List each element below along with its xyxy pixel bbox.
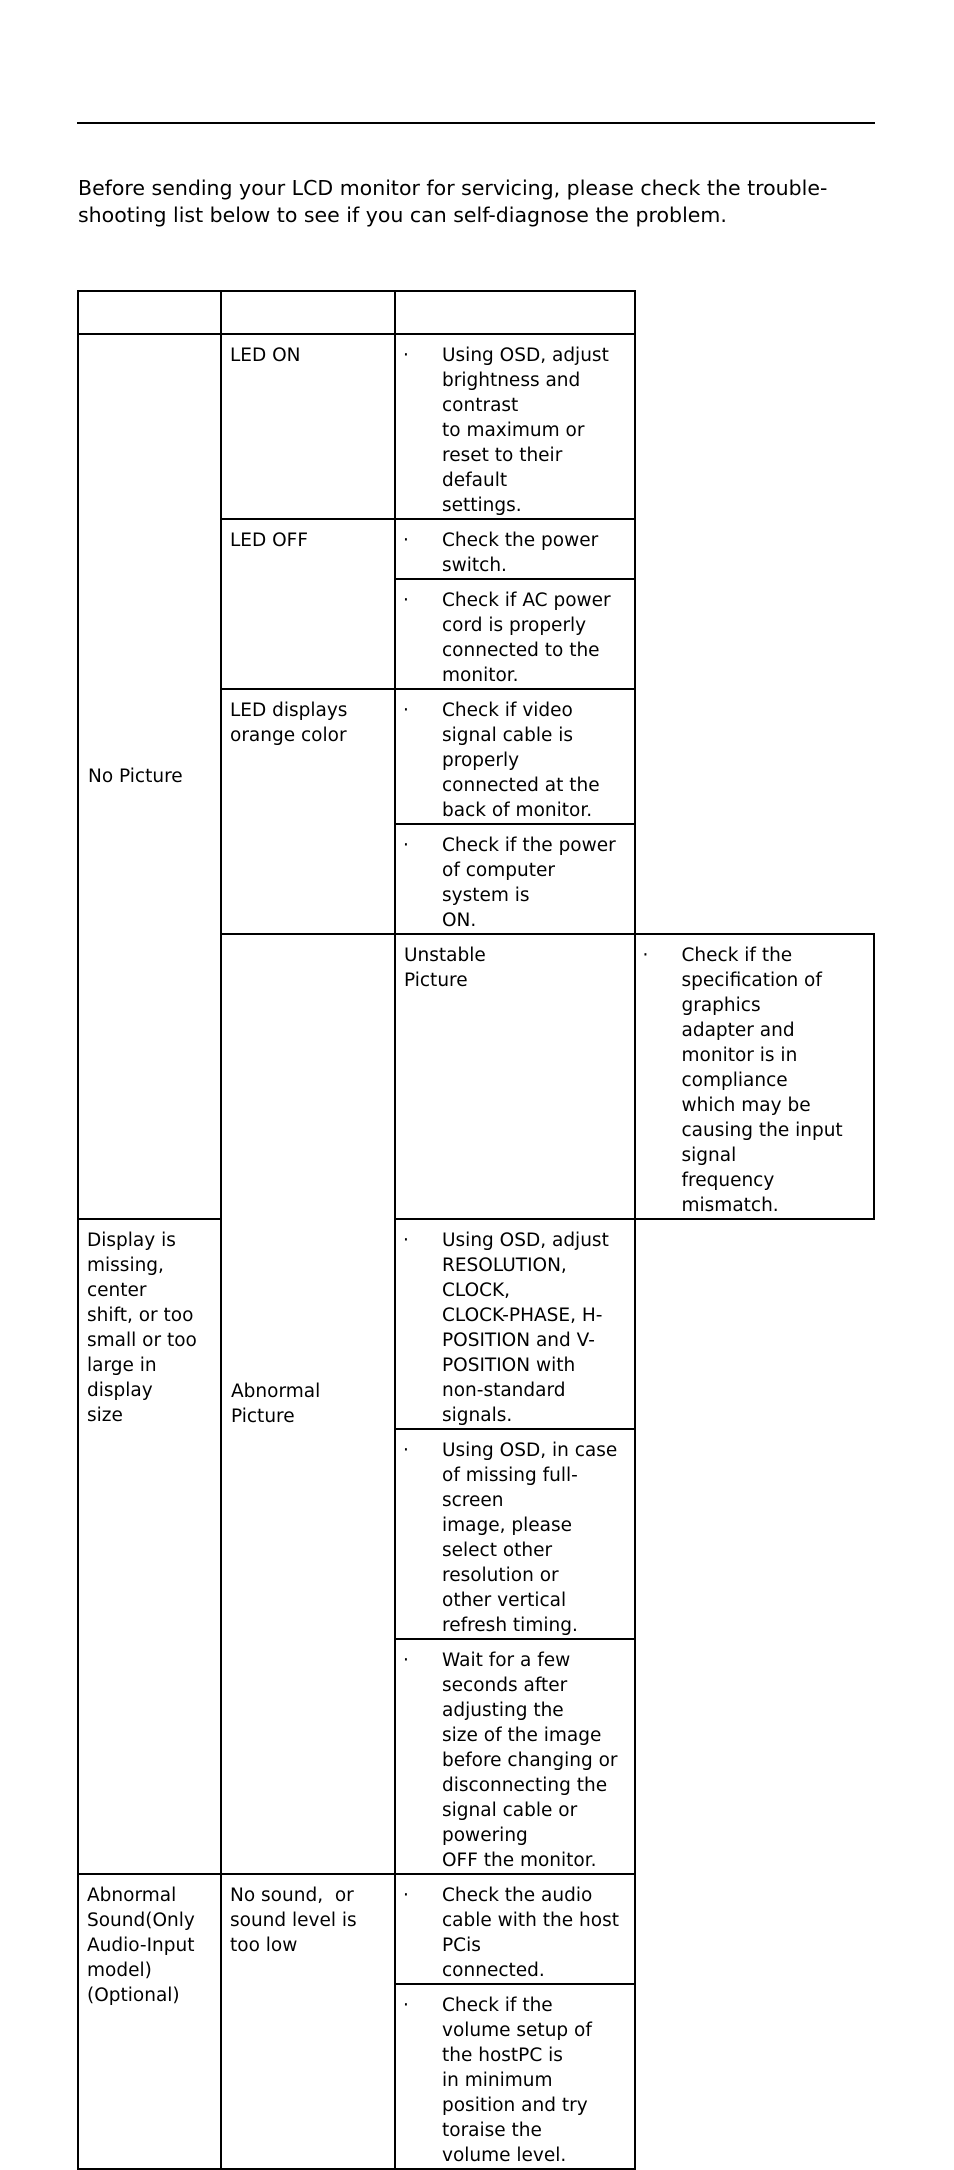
remedy-text: Using OSD, adjust RESOLUTION, CLOCK, CLOCK-PHASE, H-POSITION and V- POSITION with non-standard signals. [442, 1230, 609, 1426]
remedy-cell [395, 519, 635, 579]
remedy-cell [635, 934, 875, 1219]
top-rule [77, 122, 875, 124]
remedy-text: Check if the volume setup of the hostPC is in minimum position and try toraise the volume level. [442, 1995, 592, 2166]
remedy-cell [395, 1429, 635, 1639]
remedy-text: Check the power switch. [442, 530, 599, 576]
bullet: · [403, 345, 409, 366]
remedy-text: Check if AC power cord is properly connected to the monitor. [442, 590, 611, 686]
remedy-cell [395, 1874, 635, 1984]
condition-display-missing [78, 1219, 221, 1874]
bullet: · [403, 700, 409, 721]
bullet: · [403, 590, 409, 611]
remedy-cell [395, 1639, 635, 1874]
bullet: · [403, 1885, 409, 1906]
remedy-cell [395, 334, 635, 519]
remedy-cell [395, 1984, 635, 2169]
remedy-text: Check if the power of computer system is ON. [442, 835, 616, 931]
problem-abnormal-picture [221, 934, 395, 1874]
header-condition [221, 291, 395, 334]
table-row [78, 1219, 874, 1429]
bullet: · [403, 1650, 409, 1671]
bullet: · [642, 945, 649, 966]
condition-led-on [221, 334, 395, 519]
remedy-text: Using OSD, in case of missing full-screen image, please select other resolution or other vertical refresh timing. [442, 1440, 618, 1636]
condition-label: LED OFF [230, 530, 308, 551]
remedy-cell [395, 689, 635, 824]
remedy-cell [395, 824, 635, 934]
condition-label: Display is missing, center shift, or too small or too large in display size [87, 1230, 197, 1426]
condition-label: No sound, or sound level is too low [230, 1885, 357, 1956]
condition-label: LED displays orange color [230, 700, 348, 746]
bullet: · [403, 530, 409, 551]
condition-unstable [395, 934, 635, 1219]
condition-led-off [221, 519, 395, 689]
bullet: · [403, 1995, 409, 2016]
bullet: · [403, 835, 409, 856]
header-row [78, 291, 874, 334]
remedy-text: Wait for a few seconds after adjusting the size of the image before changing or disconnecting the signal cable or powering OFF the monitor. [442, 1650, 618, 1871]
condition-label: LED ON [230, 345, 301, 366]
remedy-cell [395, 1219, 635, 1429]
bullet: · [403, 1440, 409, 1461]
remedy-cell [395, 579, 635, 689]
remedy-text: Check if video signal cable is properly connected at the back of monitor. [442, 700, 600, 821]
troubleshooting-table [77, 290, 875, 2170]
problem-abnormal-sound [78, 1874, 221, 2169]
problem-no-picture [78, 334, 221, 1219]
intro-paragraph [78, 175, 878, 229]
problem-label: Abnormal Sound(Only Audio-Input model) (Optional) [87, 1885, 195, 2006]
header-problem [78, 291, 221, 334]
header-remedy [395, 291, 635, 334]
intro-line-1: Before sending your LCD monitor for servicing, please check the trouble- [78, 176, 828, 200]
table-row [78, 1874, 874, 1984]
condition-label: Unstable Picture [404, 945, 486, 991]
remedy-text: Check the audio cable with the host PCis connected. [442, 1885, 619, 1981]
intro-line-2: shooting list below to see if you can self-diagnose the problem. [78, 203, 727, 227]
problem-label: No Picture [88, 766, 183, 787]
condition-no-sound [221, 1874, 395, 2169]
bullet: · [403, 1230, 409, 1251]
table-row [78, 334, 874, 519]
problem-label: Abnormal Picture [231, 1381, 321, 1427]
remedy-text: Check if the specification of graphics adapter and monitor is in compliance which may be causing the input signal frequency mismatch. [681, 945, 843, 1216]
remedy-text: Using OSD, adjust brightness and contrast to maximum or reset to their default settings. [442, 345, 609, 516]
condition-led-orange [221, 689, 395, 934]
